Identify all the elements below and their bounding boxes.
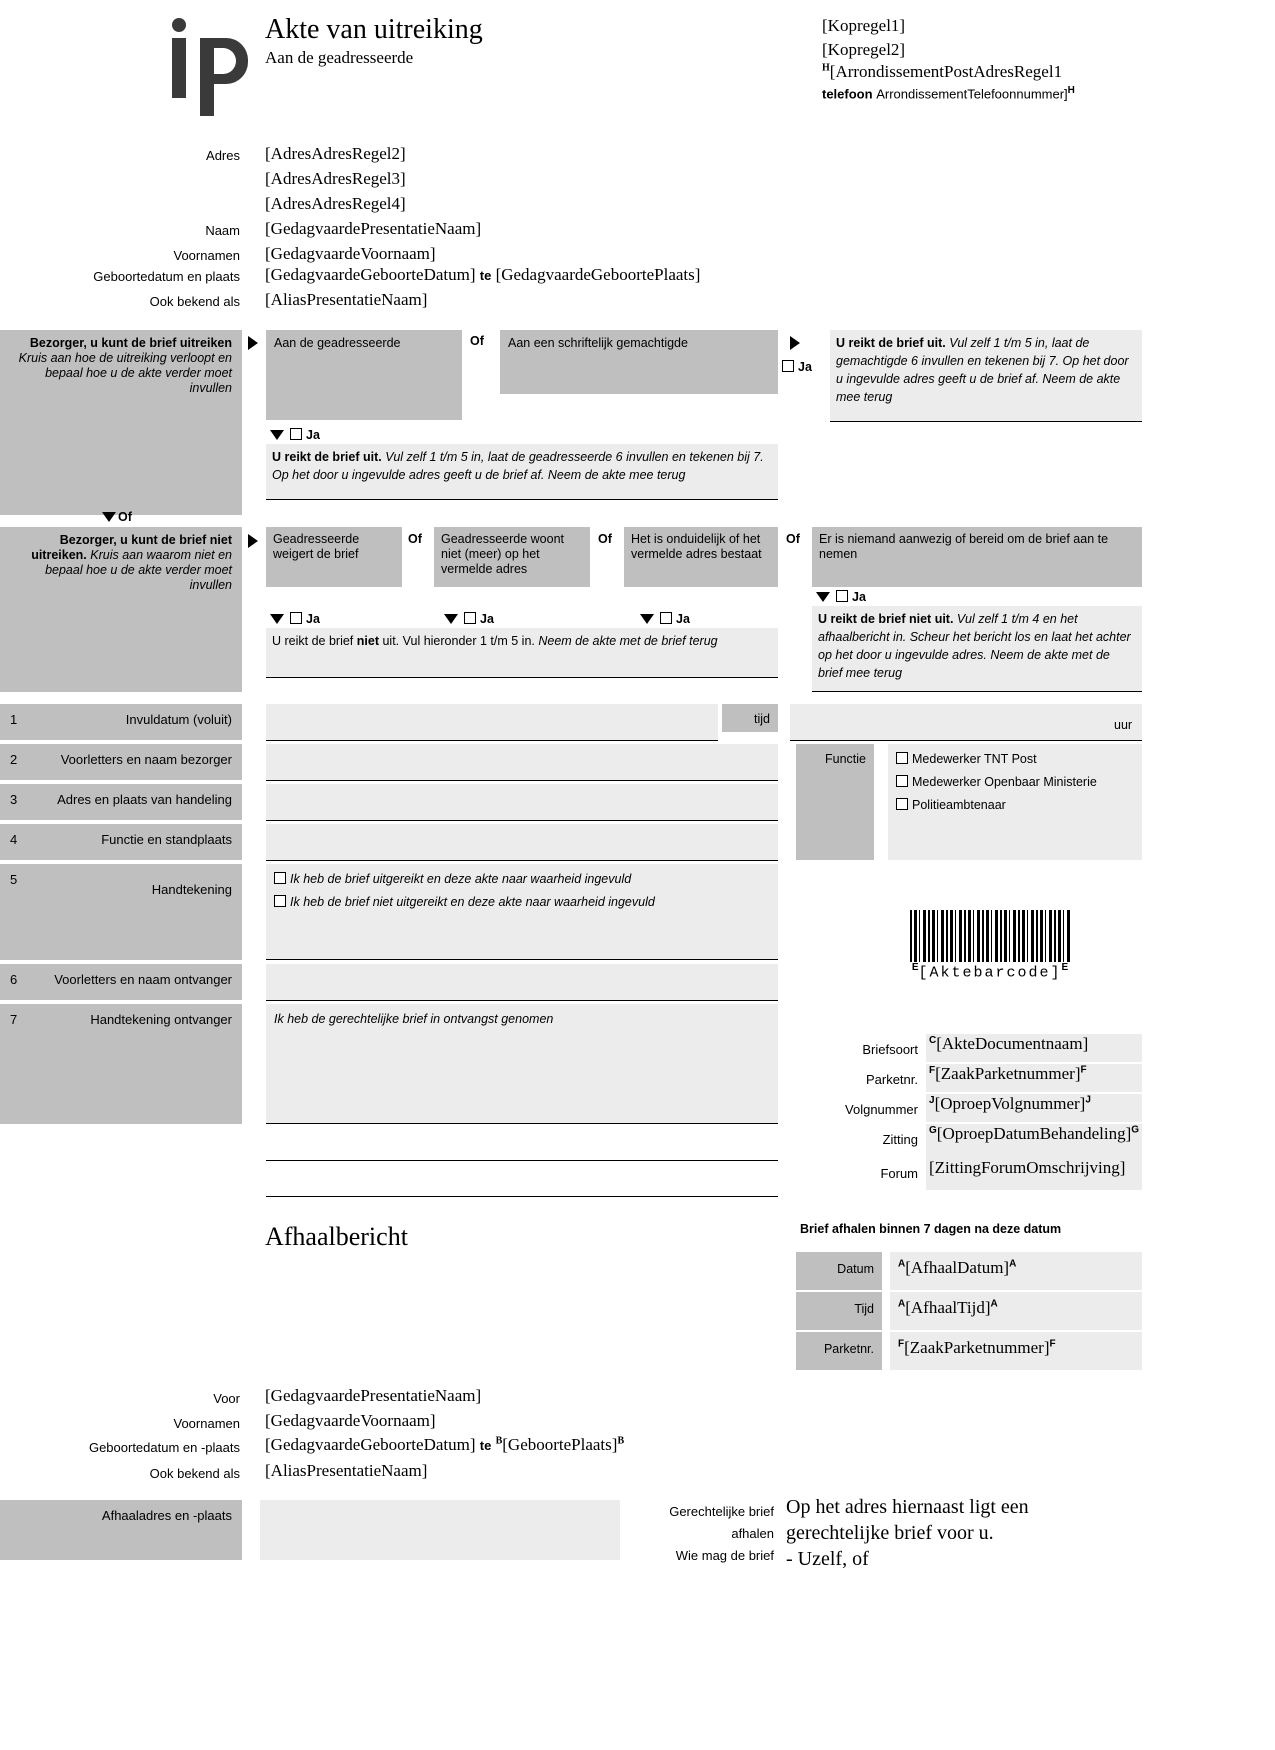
afhaal-label-tijd: Tijd xyxy=(796,1292,882,1330)
block-niet-uitreiken-header: Bezorger, u kunt de brief niet uitreiken. Kruis aan waarom niet en bepaal hoe u de akte verder moet invullen xyxy=(0,527,242,692)
afhaal-label-parketnr: Parketnr. xyxy=(796,1332,882,1370)
afhaal-value-voornamen: [GedagvaardeVoornaam] xyxy=(265,1411,436,1430)
functie-options xyxy=(888,744,1142,860)
afhaal-label-datum: Datum xyxy=(796,1252,882,1290)
label-alias: Ook bekend als xyxy=(149,294,240,309)
arrow-right-icon-2 xyxy=(790,336,800,350)
arrow-right-icon-1 xyxy=(248,336,258,350)
footer-label-2: afhalen xyxy=(731,1526,774,1541)
checkbox-verklaring-uitgereikt[interactable]: Ik heb de brief uitgereikt en deze akte naar waarheid ingevuld xyxy=(274,872,770,887)
checkbox-niemand-ja[interactable]: Ja xyxy=(836,590,866,605)
arrow-down-icon-5 xyxy=(816,592,830,602)
of-divider-label: Of xyxy=(118,510,132,524)
form-row-label-6: 6 Voorletters en naam ontvanger xyxy=(0,964,242,1000)
input-adres-handeling[interactable] xyxy=(266,784,778,821)
form-row-label-7: 7 Handtekening ontvanger xyxy=(0,1004,242,1124)
option-weigert[interactable]: Geadresseerde weigert de brief xyxy=(266,527,402,587)
footer-text-3: - Uzelf, of xyxy=(786,1548,869,1570)
afhaal-value-datum: $^A$[AfhaalDatum]$^A$ xyxy=(890,1252,1142,1290)
barcode-image xyxy=(910,910,1070,962)
label-geboorte: Geboortedatum en plaats xyxy=(93,269,240,284)
meta-label-zitting: Zitting xyxy=(882,1132,918,1147)
meta-label-volgnummer: Volgnummer xyxy=(845,1102,918,1117)
meta-value-zitting-box: $^G$[OproepDatumBehandeling]$^G$ xyxy=(926,1124,1142,1158)
checkbox-geadresseerde-ja[interactable]: Ja xyxy=(290,428,320,443)
ip-logo xyxy=(168,8,248,108)
form-row-label-3: 3 Adres en plaats van handeling xyxy=(0,784,242,820)
form-row-label-5: 5 Handtekening xyxy=(0,864,242,960)
meta-value-parketnr-box: $^F$[ZaakParketnummer]$^F$ xyxy=(926,1064,1142,1092)
of-label-3: Of xyxy=(598,532,612,546)
footer-text-2: gerechtelijke brief voor u. xyxy=(786,1522,994,1544)
arrondissement-adres: $^H$[ArrondissementPostAdresRegel1 xyxy=(822,62,1063,81)
instruction-geadresseerde: U reikt de brief uit. Vul zelf 1 t/m 5 in, laat de geadresseerde 6 invullen en tekenen bij 7. Op het door u ingevulde adres geeft u de brief af. Neem de akte mee terug xyxy=(266,444,778,500)
instruction-gemachtigde: U reikt de brief uit. Vul zelf 1 t/m 5 in, laat de gemachtigde 6 invullen en tekenen bij 7. Op het door u ingevulde adres geeft u de brief af. Neem de akte mee terug xyxy=(830,330,1142,422)
arrow-down-icon-3 xyxy=(444,614,458,624)
meta-label-parketnr: Parketnr. xyxy=(865,1072,918,1087)
input-invuldatum[interactable] xyxy=(266,704,718,741)
option-niemand-aanwezig[interactable]: Er is niemand aanwezig of bereid om de brief aan te nemen xyxy=(812,527,1142,587)
checkbox-weigert-ja[interactable]: Ja xyxy=(290,612,320,627)
checkbox-tnt[interactable]: Medewerker TNT Post xyxy=(896,752,1134,767)
afhaal-value-geboorte: [GedagvaardeGeboorteDatum] te $^B$[GeboortePlaats]$^B$ xyxy=(265,1435,625,1454)
arrow-down-icon-4 xyxy=(640,614,654,624)
arrow-down-icon-2 xyxy=(270,614,284,624)
afhaal-label-geboorte: Geboortedatum en -plaats xyxy=(88,1440,240,1455)
sup-h-open: H xyxy=(822,62,830,74)
checkbox-om[interactable]: Medewerker Openbaar Ministerie xyxy=(896,775,1134,790)
arrow-down-icon-of xyxy=(102,512,116,522)
telefoon-line: telefoon ArrondissementTelefoonnummer]$^H$ xyxy=(822,85,1075,102)
meta-label-forum: Forum xyxy=(880,1166,918,1181)
footer-label-1: Gerechtelijke brief xyxy=(669,1504,774,1519)
of-label-2: Of xyxy=(408,532,422,546)
instruction-niet-uitreiken-right: U reikt de brief niet uit. Vul zelf 1 t/m 4 en het afhaalbericht in. Scheur het bericht los en laat het achter op het door u ingevulde adres. Neem de akte met de brief mee terug xyxy=(812,606,1142,692)
sup-h-close: H xyxy=(1067,85,1075,96)
meta-value-briefsoort-box: $^C$[AkteDocumentnaam] xyxy=(926,1034,1142,1062)
afhaal-label-voor: Voor xyxy=(213,1391,240,1406)
of-label-1: Of xyxy=(470,334,484,348)
input-naam-bezorger[interactable] xyxy=(266,744,778,781)
form-row-label-4: 4 Functie en standplaats xyxy=(0,824,242,860)
afhaal-value-parketnr: $^F$[ZaakParketnummer]$^F$ xyxy=(890,1332,1142,1370)
afhaal-value-tijd: $^A$[AfhaalTijd]$^A$ xyxy=(890,1292,1142,1330)
extra-line-1 xyxy=(266,1160,778,1161)
afhaaladres-label: Afhaaladres en -plaats xyxy=(0,1500,242,1560)
meta-value-forum-box: [ZittingForumOmschrijving] xyxy=(926,1158,1142,1190)
afhaaladres-input[interactable] xyxy=(260,1500,620,1560)
label-tijd: tijd xyxy=(722,704,778,732)
adres-line-2: [AdresAdresRegel3] xyxy=(265,169,406,188)
value-geboorte: [GedagvaardeGeboorteDatum] te [GedagvaardeGeboortePlaats] xyxy=(265,265,701,284)
kopregel2: [Kopregel2] xyxy=(822,40,906,59)
label-adres: Adres xyxy=(206,148,240,163)
footer-text-1: Op het adres hiernaast ligt een xyxy=(786,1496,1029,1518)
input-tijd[interactable] xyxy=(790,704,1142,741)
footer-label-3: Wie mag de brief xyxy=(675,1548,774,1563)
meta-value-volgnummer-box: $^J$[OproepVolgnummer]$^J$ xyxy=(926,1094,1142,1122)
value-naam: [GedagvaardePresentatieNaam] xyxy=(265,219,482,238)
signature-declarations xyxy=(266,864,778,960)
afhaal-notice: Brief afhalen binnen 7 dagen na deze datum xyxy=(800,1222,1062,1236)
afhaalbericht-title: Afhaalbericht xyxy=(265,1222,408,1251)
input-functie-standplaats[interactable] xyxy=(266,824,778,861)
checkbox-verklaring-niet-uitgereikt[interactable]: Ik heb de brief niet uitgereikt en deze akte naar waarheid ingevuld xyxy=(274,895,770,910)
kopregel1: [Kopregel1] xyxy=(822,16,906,35)
option-onduidelijk[interactable]: Het is onduidelijk of het vermelde adres bestaat xyxy=(624,527,778,587)
option-schriftelijk-gemachtigde[interactable]: Aan een schriftelijk gemachtigde xyxy=(500,330,778,394)
label-naam: Naam xyxy=(205,223,240,238)
label-functie: Functie xyxy=(796,744,874,860)
afhaal-value-alias: [AliasPresentatieNaam] xyxy=(265,1461,428,1480)
afhaal-value-voor: [GedagvaardePresentatieNaam] xyxy=(265,1386,482,1405)
meta-label-briefsoort: Briefsoort xyxy=(862,1042,918,1057)
afhaal-label-voornamen: Voornamen xyxy=(173,1416,240,1431)
value-alias: [AliasPresentatieNaam] xyxy=(265,290,428,309)
instruction-niet-uitreiken-left: U reikt de brief niet uit. Vul hieronder 1 t/m 5 in. Neem de akte met de brief terug xyxy=(266,628,778,678)
block-uitreiken-header: Bezorger, u kunt de brief uitreiken Kruis aan hoe de uitreiking verloopt en bepaal hoe u de akte verder moet invullen xyxy=(0,330,242,515)
form-row-label-1: 1 Invuldatum (voluit) xyxy=(0,704,242,740)
afhaal-label-alias: Ook bekend als xyxy=(149,1466,240,1481)
value-voornamen: [GedagvaardeVoornaam] xyxy=(265,244,436,263)
checkbox-politie[interactable]: Politieambtenaar xyxy=(896,798,1134,813)
form-row-label-2: 2 Voorletters en naam bezorger xyxy=(0,744,242,780)
arrow-down-icon-1 xyxy=(270,430,284,440)
page-subtitle: Aan de geadresseerde xyxy=(265,48,414,67)
adres-line-1: [AdresAdresRegel2] xyxy=(265,144,406,163)
checkbox-gemachtigde-ja[interactable]: Ja xyxy=(782,360,812,375)
checkbox-woont-niet-ja[interactable]: Ja xyxy=(464,612,494,627)
option-woont-niet[interactable]: Geadresseerde woont niet (meer) op het vermelde adres xyxy=(434,527,590,587)
input-naam-ontvanger[interactable] xyxy=(266,964,778,1001)
label-uur: uur xyxy=(1114,718,1133,732)
checkbox-onduidelijk-ja[interactable]: Ja xyxy=(660,612,690,627)
adres-line-3: [AdresAdresRegel4] xyxy=(265,194,406,213)
arrow-right-icon-3 xyxy=(248,534,258,548)
extra-line-2 xyxy=(266,1196,778,1197)
page-title: Akte van uitreiking xyxy=(265,14,483,45)
option-aan-geadresseerde[interactable]: Aan de geadresseerde xyxy=(266,330,462,420)
label-voornamen: Voornamen xyxy=(173,248,240,263)
barcode-caption: $^E$[Aktebarcode]$^E$ xyxy=(911,962,1069,982)
signature-ontvanger-area[interactable]: Ik heb de gerechtelijke brief in ontvangst genomen xyxy=(266,1004,778,1124)
of-label-4: Of xyxy=(786,532,800,546)
